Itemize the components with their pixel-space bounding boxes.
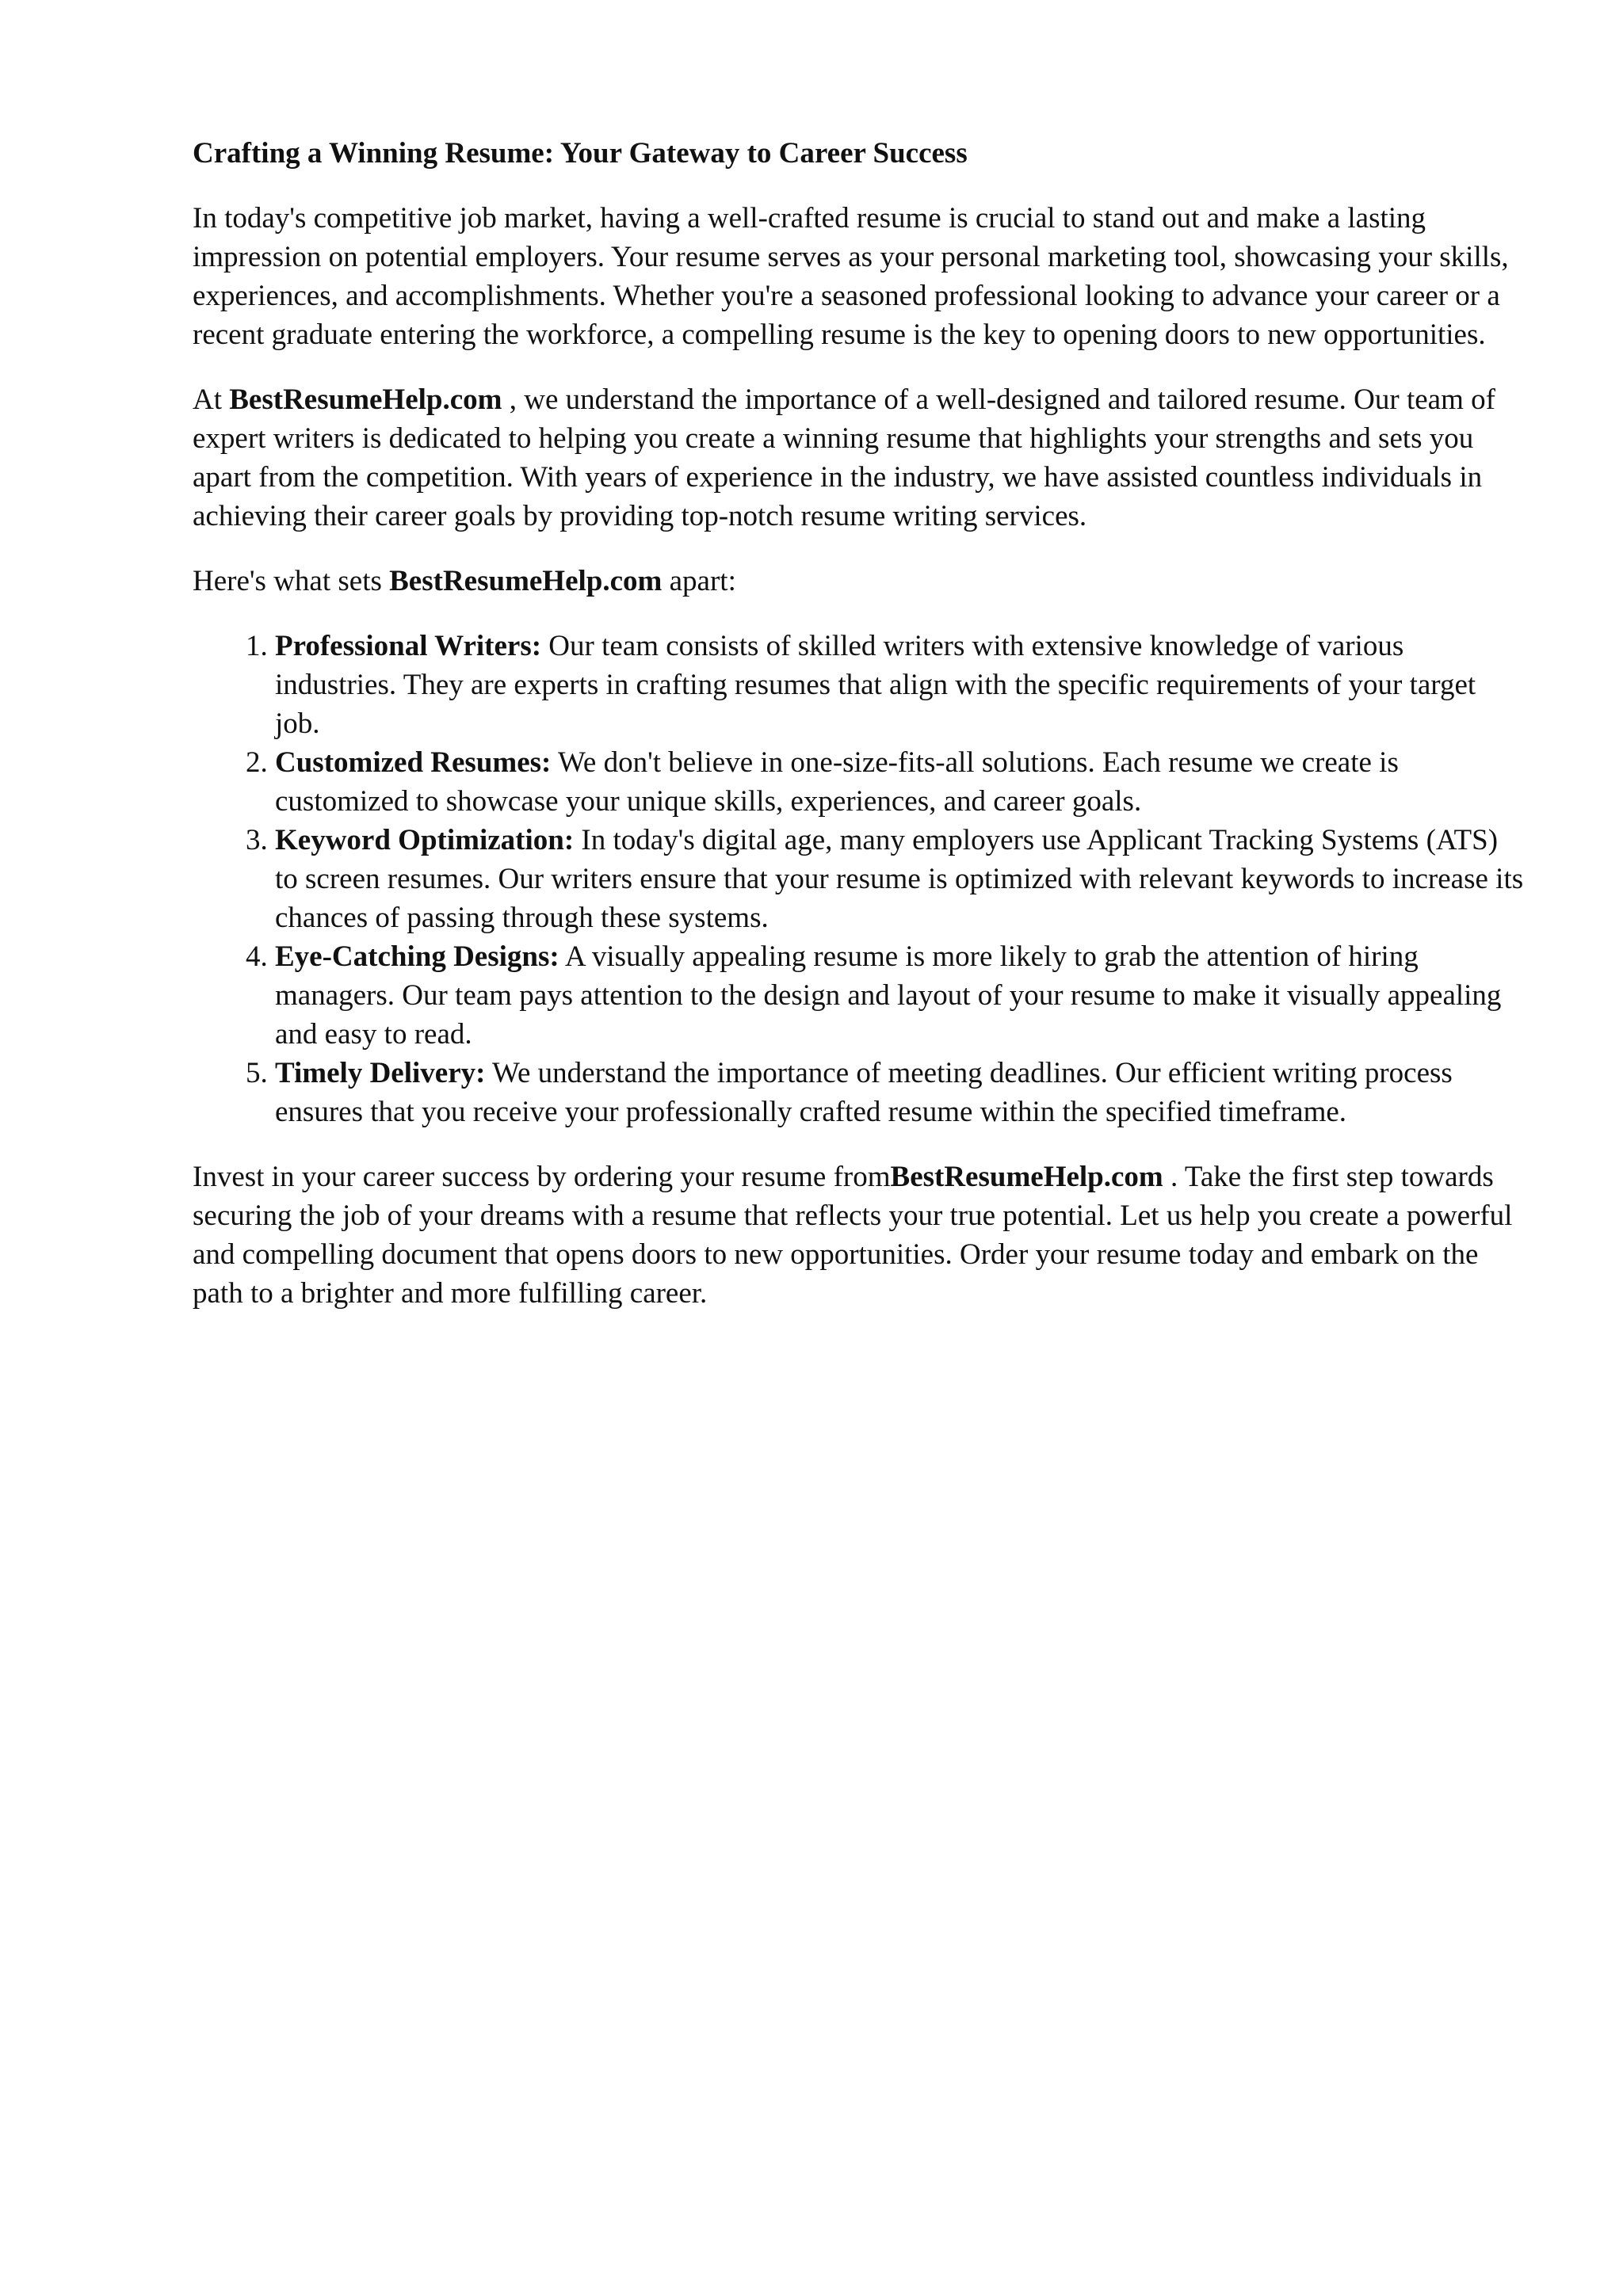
list-item (275, 627, 1524, 743)
features-intro-paragraph (193, 562, 1524, 601)
features-list (193, 627, 1524, 1131)
list-item (275, 821, 1524, 937)
brand-name: BestResumeHelp.com (890, 1161, 1163, 1193)
list-item (275, 743, 1524, 821)
feature-heading: Eye-Catching Designs: (275, 940, 559, 973)
feature-heading: Professional Writers: (275, 630, 542, 662)
about-body-text: , we understand the importance of a well-designed and tailored resume. Our team of expert writers is dedicated to helping you create a winning resume that highlights your strengths and sets you apart from the competition. With years of experience in the industry, we have assisted countless individuals in achieving their career goals by providing top-notch resume writing services. (193, 383, 1495, 532)
features-lead-text: Here's what sets (193, 565, 390, 597)
intro-paragraph: In today's competitive job market, having a well-crafted resume is crucial to stand out and make a lasting impression on potential employers. Your resume serves as your personal marketing tool, showcasing your skills, experiences, and accomplishments. Whether you're a seasoned professional looking to advance your career or a recent graduate entering the workforce, a compelling resume is the key to opening doors to new opportunities. (193, 202, 1509, 351)
feature-text: Our team consists of skilled writers with extensive knowledge of various industries. They are experts in crafting resumes that align with the specific requirements of your target job. (275, 630, 1476, 740)
about-lead-text: At (193, 383, 230, 416)
document-page (193, 135, 1524, 1339)
list-item (275, 937, 1524, 1054)
feature-text: We don't believe in one-size-fits-all solutions. Each resume we create is customized to showcase your unique skills, experiences, and career goals. (275, 746, 1399, 818)
closing-body-text: . Take the first step towards securing the job of your dreams with a resume that reflects your true potential. Let us help you create a powerful and compelling document that opens doors to new opportunities. Order your resume today and embark on the path to a brighter and more fulfilling career. (193, 1161, 1513, 1310)
feature-text: A visually appealing resume is more likely to grab the attention of hiring managers. Our team pays attention to the design and layout of your resume to make it visually appealing and easy to read. (275, 940, 1502, 1051)
about-paragraph (193, 380, 1524, 536)
closing-paragraph (193, 1158, 1524, 1313)
features-tail-text: apart: (662, 565, 736, 597)
feature-text: We understand the importance of meeting deadlines. Our efficient writing process ensures that you receive your professionally crafted resume within the specified timeframe. (275, 1057, 1453, 1128)
feature-text: In today's digital age, many employers use Applicant Tracking Systems (ATS) to screen resumes. Our writers ensure that your resume is optimized with relevant keywords to increase its chances of passing through these systems. (275, 824, 1524, 934)
list-item (275, 1054, 1524, 1131)
brand-name: BestResumeHelp.com (389, 565, 663, 597)
document-title: Crafting a Winning Resume: Your Gateway to Career Success (193, 137, 968, 170)
brand-name: BestResumeHelp.com (229, 383, 502, 416)
feature-heading: Customized Resumes: (275, 746, 552, 779)
feature-heading: Keyword Optimization: (275, 824, 575, 856)
closing-lead-text: Invest in your career success by ordering your resume from (193, 1161, 891, 1193)
feature-heading: Timely Delivery: (275, 1057, 486, 1089)
